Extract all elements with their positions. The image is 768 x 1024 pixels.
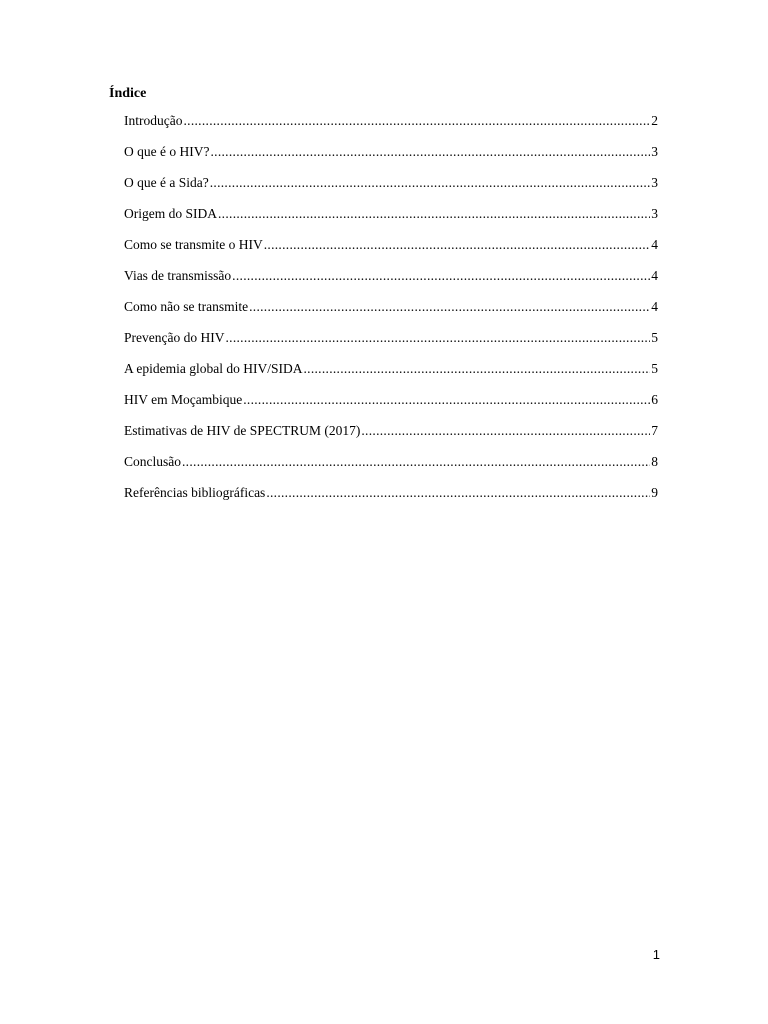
toc-dot-leader (210, 173, 651, 193)
toc-entry-prevencao-do-hiv[interactable] (124, 328, 658, 359)
toc-entry-como-se-transmite[interactable] (124, 235, 658, 266)
toc-entry-label: Introdução (124, 113, 183, 128)
toc-dot-leader (266, 483, 650, 503)
toc-entry-page: 8 (651, 454, 658, 469)
toc-entry-page: 7 (651, 423, 658, 438)
toc-dot-leader (264, 235, 651, 255)
toc-entry-como-nao-se-transmite[interactable] (124, 297, 658, 328)
toc-dot-leader (249, 297, 650, 317)
toc-dot-leader (218, 204, 650, 224)
toc-entry-label: Prevenção do HIV (124, 330, 225, 345)
toc-title: Índice (109, 86, 147, 101)
toc-entry-label: Conclusão (124, 454, 181, 469)
toc-entry-label: Como não se transmite (124, 299, 249, 314)
toc-entry-label: Estimativas de HIV de SPECTRUM (2017) (124, 423, 361, 438)
toc-entry-origem-do-sida[interactable] (124, 204, 658, 235)
toc-entry-referencias[interactable] (124, 483, 658, 514)
toc-entry-introducao[interactable] (124, 111, 658, 142)
toc-entry-page: 3 (651, 175, 658, 190)
toc-dot-leader (243, 390, 650, 410)
toc-entry-o-que-e-a-sida[interactable] (124, 173, 658, 204)
toc-entry-page: 4 (651, 299, 658, 314)
toc-dot-leader (361, 421, 650, 441)
toc-entry-label: Vias de transmissão (124, 268, 232, 283)
toc-entry-label: O que é o HIV? (124, 144, 210, 159)
toc-entry-estimativas-spectrum[interactable] (124, 421, 658, 452)
toc-entry-page: 4 (651, 268, 658, 283)
toc-entry-page: 9 (651, 485, 658, 500)
toc-dot-leader (232, 266, 650, 286)
toc-entry-hiv-em-mocambique[interactable] (124, 390, 658, 421)
table-of-contents (124, 111, 658, 514)
page-number: 1 (652, 947, 660, 962)
toc-entry-o-que-e-o-hiv[interactable] (124, 142, 658, 173)
toc-entry-page: 5 (651, 330, 658, 345)
toc-entry-page: 5 (651, 361, 658, 376)
toc-entry-label: Como se transmite o HIV (124, 237, 263, 252)
toc-dot-leader (210, 142, 650, 162)
toc-dot-leader (183, 111, 650, 131)
toc-entry-page: 6 (651, 392, 658, 407)
toc-dot-leader (303, 359, 650, 379)
toc-entry-conclusao[interactable] (124, 452, 658, 483)
toc-entry-label: Referências bibliográficas (124, 485, 266, 500)
toc-entry-page: 2 (651, 113, 658, 128)
toc-entry-epidemia-global[interactable] (124, 359, 658, 390)
toc-dot-leader (225, 328, 650, 348)
toc-entry-vias-de-transmissao[interactable] (124, 266, 658, 297)
toc-entry-label: HIV em Moçambique (124, 392, 243, 407)
toc-entry-page: 4 (651, 237, 658, 252)
toc-entry-label: A epidemia global do HIV/SIDA (124, 361, 303, 376)
toc-dot-leader (182, 452, 650, 472)
toc-entry-page: 3 (651, 206, 658, 221)
toc-entry-page: 3 (651, 144, 658, 159)
toc-entry-label: O que é a Sida? (124, 175, 209, 190)
toc-entry-label: Origem do SIDA (124, 206, 217, 221)
